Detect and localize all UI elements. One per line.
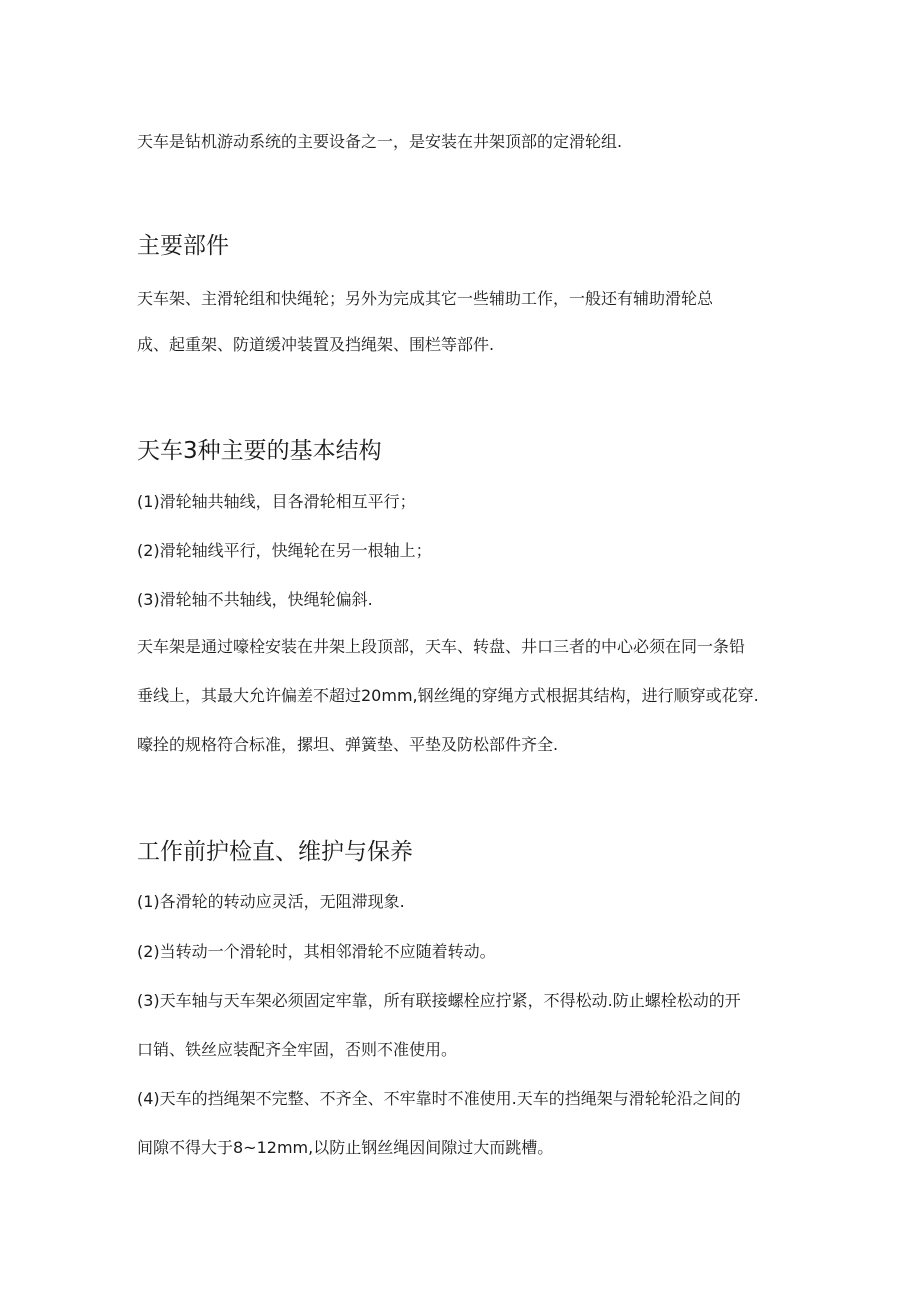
list-item-continuation: 口销、铁丝应装配齐全牢固，否则不准使用。 xyxy=(137,1040,458,1059)
section-heading-main-parts: 主要部件 xyxy=(137,233,229,259)
list-item: (1)各滑轮的转动应灵活，无阻滞现象. xyxy=(137,892,405,911)
section-heading-basic-structures: 天车3种主要的基本结构 xyxy=(137,438,382,464)
paragraph-line: 天车架、主滑轮组和快绳轮；另外为完成其它一些辅助工作，一般还有辅助滑轮总 xyxy=(137,289,714,308)
paragraph-line: 嚎拴的规格符合标准，摞坦、弹簧垫、平垫及防松部件齐全. xyxy=(137,735,559,754)
section-heading-inspection-maintenance: 工作前护检直、维护与保养 xyxy=(137,839,413,865)
list-item: (3)滑轮轴不共轴线，快绳轮偏斜. xyxy=(137,590,373,609)
list-item: (4)天车的挡绳架不完整、不齐全、不牢靠时不准使用.天车的挡绳架与滑轮轮沿之间的 xyxy=(137,1089,741,1108)
list-item: (1)滑轮轴共轴线，目各滑轮相互平行； xyxy=(137,492,416,511)
paragraph-line: 成、起重架、防道缓冲装置及挡绳架、围栏等部件. xyxy=(137,335,495,354)
list-item: (3)天车轴与天车架必须固定牢靠，所有联接螺栓应拧紧，不得松动.防止螺栓松动的开 xyxy=(137,991,741,1010)
paragraph-line: 天车架是通过嚎栓安装在井架上段顶部，天车、转盘、井口三者的中心必须在同一条铅 xyxy=(137,637,746,656)
intro-paragraph: 天车是钻机游动系统的主要设备之一，是安装在井架顶部的定滑轮组. xyxy=(137,132,623,151)
list-item-continuation: 间隙不得大于8~12mm,以防止钢丝绳因间隙过大而跳槽。 xyxy=(137,1138,554,1157)
paragraph-line: 垂线上，其最大允许偏差不超过20mm,钢丝绳的穿绳方式根据其结构，进行顺穿或花穿. xyxy=(137,686,759,705)
list-item: (2)当转动一个滑轮时，其相邻滑轮不应随着转动。 xyxy=(137,942,496,961)
list-item: (2)滑轮轴线平行，快绳轮在另一根轴上； xyxy=(137,541,432,560)
